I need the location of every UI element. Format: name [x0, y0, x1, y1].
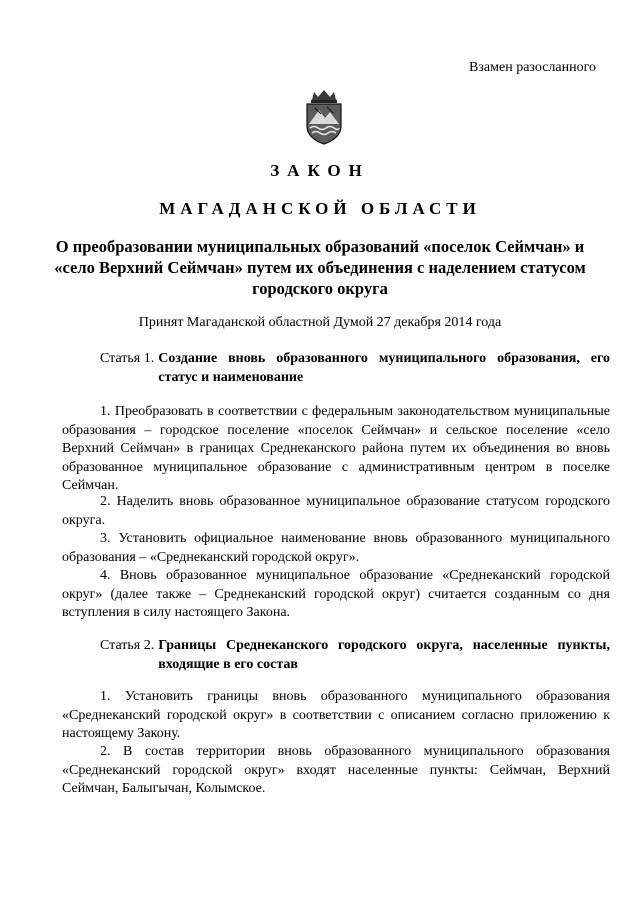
law-subject: О преобразовании муниципальных образований «поселок Сеймчан» и «село Верхний Сеймчан» путем их объединения с наделением статусом городского округа	[54, 237, 586, 298]
magadan-region-coat-of-arms-icon	[299, 88, 349, 146]
adoption-line: Принят Магаданской областной Думой 27 декабря 2014 года	[138, 315, 502, 330]
article-1-paragraph-1: 1. Преобразовать в соответствии с федеральным законодательством муниципальные образования – городское поселение «поселок Сеймчан» и сельское поселение «село Верхний Сеймчан» в границах Среднеканского района путем их объединения во вновь образованное муниципальное образование с административным центром в поселке Сеймчан.	[62, 404, 610, 494]
law-title: ЗАКОН	[270, 161, 370, 180]
region-title: МАГАДАНСКОЙ ОБЛАСТИ	[159, 199, 481, 218]
article-label: Статья 2.	[100, 638, 155, 653]
article-1-paragraph-4: 4. Вновь образованное муниципальное образование «Среднеканский городской округ» (далее также – Среднеканский городской округ) считается созданным со дня вступления в силу настоящего Закона.	[62, 568, 610, 621]
article-1-paragraph-3: 3. Установить официальное наименование вновь образованного муниципального образования – «Среднеканский городской округ».	[62, 531, 610, 565]
article-1-paragraph-2: 2. Наделить вновь образованное муниципальное образование статусом городского округа.	[62, 494, 610, 528]
article-2-paragraph-2: 2. В состав территории вновь образованного муниципального образования «Среднеканский городской округ» входят населенные пункты: Сеймчан, Верхний Сеймчан, Балыгычан, Колымское.	[62, 744, 610, 797]
distribution-stamp: Взамен разосланного	[469, 60, 596, 75]
article-title: Создание вновь образованного муниципального образования, его статус и наименование	[158, 351, 610, 385]
article-2-paragraph-1: 1. Установить границы вновь образованного муниципального образования «Среднеканский городской округ» в соответствии с описанием согласно приложению к настоящему Закону.	[62, 689, 610, 742]
article-label: Статья 1.	[100, 351, 155, 366]
article-1-heading	[62, 349, 610, 387]
article-2-heading	[62, 636, 610, 674]
article-title: Границы Среднеканского городского округа, населенные пункты, входящие в его состав	[158, 638, 610, 672]
